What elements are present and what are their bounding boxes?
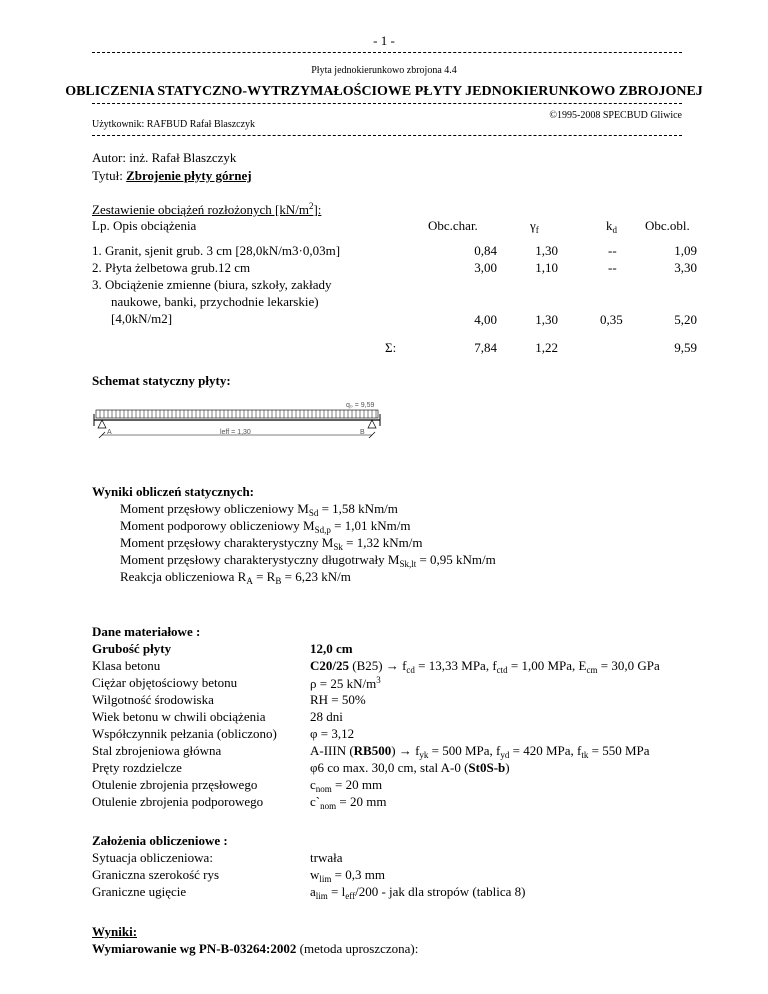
loads-sum-label: Σ:	[385, 340, 397, 355]
document-title: Zbrojenie płyty górnej	[126, 168, 252, 183]
loads-sum-obl: 9,59	[674, 340, 697, 355]
static-schema-diagram	[90, 398, 390, 442]
materials-heading: Dane materiałowe :	[92, 624, 201, 639]
material-label: Wilgotność środowiska	[92, 692, 214, 707]
material-label: Wiek betonu w chwili obciążenia	[92, 709, 266, 724]
rh-value: RH = 50%	[310, 692, 366, 707]
material-label: Otulenie zbrojenia przęsłowego	[92, 777, 258, 792]
support-b-label: B	[360, 429, 365, 436]
load-row-obl: 5,20	[674, 312, 697, 327]
age-value: 28 dni	[310, 709, 343, 724]
load-value-label: q₀ = 9,59	[346, 402, 375, 409]
load-row-gamma: 1,30	[535, 312, 558, 327]
distribution-bars-value: φ6 co max. 30,0 cm, stal A-0 (St0S-b)	[310, 760, 510, 775]
creep-value: φ = 3,12	[310, 726, 355, 741]
cover-support-value: $c`_{nom} = 20$ mm	[310, 794, 387, 811]
moment-sdp: Moment podporowy obliczeniowy $M_{Sd,p} = 1,01$ kNm/m	[120, 518, 411, 535]
page-number: - 1 -	[373, 33, 395, 48]
material-label: Otulenie zbrojenia podporowego	[92, 794, 264, 809]
loads-heading: Zestawienie obciążeń rozłożonych $[kN/m^2]$:	[92, 201, 322, 217]
divider	[92, 52, 682, 53]
moment-sk: Moment przęsłowy charakterystyczny $M_{Sk} = 1,32$ kNm/m	[120, 535, 423, 552]
loads-sum-gamma: 1,22	[535, 340, 558, 355]
copyright: ©1995-2008 SPECBUD Gliwice	[549, 110, 682, 121]
load-row-gamma: 1,30	[535, 243, 558, 258]
load-row-gamma: 1,10	[535, 260, 558, 275]
material-label: Współczynnik pełzania (obliczono)	[92, 726, 277, 741]
load-row-char: 4,00	[474, 312, 497, 327]
load-row-obl: 1,09	[674, 243, 697, 258]
load-row-kd: --	[608, 260, 617, 275]
load-row-obl: 3,30	[674, 260, 697, 275]
material-label: Klasa betonu	[92, 658, 161, 673]
material-label: Ciężar objętościowy betonu	[92, 675, 238, 690]
thickness-value: 12,0 cm	[310, 641, 353, 656]
load-row-desc: 2. Płyta żelbetowa grub.12 cm	[92, 260, 251, 275]
material-label: Grubość płyty	[92, 641, 172, 656]
loads-col-kd: $k_d$	[606, 218, 617, 235]
load-hatching	[100, 410, 376, 418]
author-name: inż. Rafał Blaszczyk	[129, 150, 237, 165]
main-title: OBLICZENIA STATYCZNO-WYTRZYMAŁOŚCIOWE PŁYTY JEDNOKIERUNKOWO ZBROJONEJ	[65, 84, 703, 99]
cover-span-value: $c_{nom} = 20$ mm	[310, 777, 383, 794]
crack-width-value: $w_{lim} = 0,3$ mm	[310, 867, 385, 884]
schema-heading: Schemat statyczny płyty:	[92, 373, 231, 388]
load-row-desc: 3. Obciążenie zmienne (biura, szkoły, zakłady	[92, 277, 332, 292]
loads-col-obl: Obc.obl.	[645, 218, 690, 233]
static-results-heading: Wyniki obliczeń statycznych:	[92, 484, 255, 499]
loads-col-char: Obc.char.	[428, 218, 478, 233]
material-label: Pręty rozdzielcze	[92, 760, 182, 775]
load-row-desc-cont: [4,0kN/m2]	[111, 311, 173, 326]
assumption-label: Sytuacja obliczeniowa:	[92, 850, 213, 865]
divider	[92, 103, 682, 104]
program-name: Płyta jednokierunkowo zbrojona 4.4	[311, 65, 457, 76]
load-row-kd: 0,35	[600, 312, 623, 327]
span-label: leff = 1,30	[220, 429, 251, 436]
support-a-label: A	[107, 429, 112, 436]
assumption-label: Graniczne ugięcie	[92, 884, 187, 899]
assumption-label: Graniczna szerokość rys	[92, 867, 220, 882]
loads-col-gamma: $\gamma_f$	[530, 218, 539, 235]
deflection-value: $a_{lim} = l_{eff}/200$ - jak dla stropów (tablica 8)	[310, 884, 526, 901]
reaction: Reakcja obliczeniowa $R_A = R_B = 6,23$ kN/m	[120, 569, 351, 586]
load-row-char: 3,00	[474, 260, 497, 275]
support-b	[368, 420, 376, 428]
author-line: Autor: inż. Rafał Blaszczyk	[92, 150, 237, 165]
support-a	[98, 420, 106, 428]
load-row-desc-cont: naukowe, banki, przychodnie lekarskie)	[111, 294, 319, 309]
results-heading: Wyniki:	[92, 924, 138, 939]
moment-sd: Moment przęsłowy obliczeniowy $M_{Sd} = 1,58$ kNm/m	[120, 501, 398, 518]
design-method: Wymiarowanie wg PN-B-03264:2002 (metoda uproszczona):	[92, 941, 419, 956]
load-row-desc: 1. Granit, sjenit grub. 3 cm [28,0kN/m3·0,03m]	[92, 243, 341, 258]
concrete-class-value: C20/25 $(B25) \to f_{cd} = 13,33$ MPa, $f_{ctd} = 1,00$ MPa, $E_{cm} = 30,0$ GPa	[310, 658, 660, 675]
user-info: Użytkownik: RAFBUD Rafał Blaszczyk	[92, 119, 256, 130]
divider	[92, 135, 682, 136]
load-rect	[96, 410, 378, 418]
steel-value: A-IIIN $(RB500) \to f_{yk} = 500$ MPa, $f_{yd} = 420$ MPa, $f_{tk} = 550$ MPa	[310, 743, 650, 760]
loads-sum-char: 7,84	[474, 340, 497, 355]
load-row-kd: --	[608, 243, 617, 258]
load-row-char: 0,84	[474, 243, 497, 258]
material-label: Stal zbrojeniowa główna	[92, 743, 222, 758]
moment-sklt: Moment przęsłowy charakterystyczny długotrwały $M_{Sk,lt} = 0,95$ kNm/m	[120, 552, 496, 569]
assumptions-heading: Założenia obliczeniowe :	[92, 833, 228, 848]
loads-col-lp: Lp. Opis obciążenia	[92, 218, 197, 233]
title-line: Tytuł: Zbrojenie płyty górnej	[92, 168, 252, 183]
density-value: ρ = 25 $kN/m^3$	[310, 675, 381, 691]
situation-value: trwała	[310, 850, 343, 865]
